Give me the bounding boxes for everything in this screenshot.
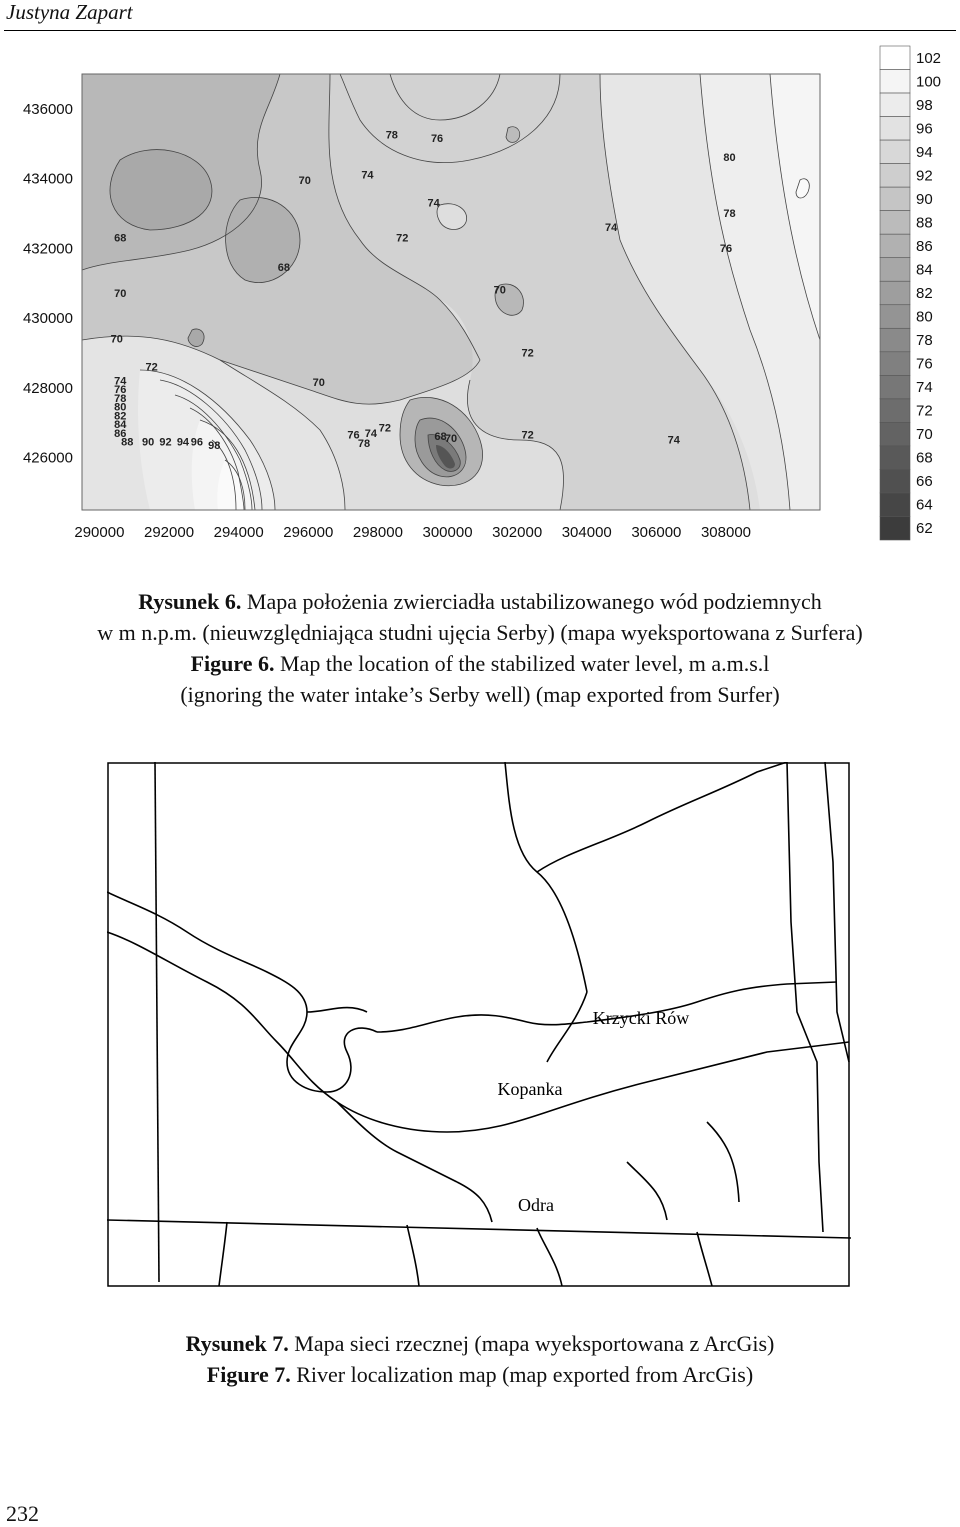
figure-7-label-en: Figure 7. [206,1362,291,1387]
legend-level-label: 88 [916,214,933,232]
groundwater-contour-map [0,40,960,580]
contour-label: 72 [521,347,534,360]
y-tick-label: 426000 [22,449,73,467]
y-tick-label: 430000 [22,310,73,328]
contour-label: 92 [159,436,172,449]
legend-swatch [880,70,910,94]
contour-label: 70 [444,432,458,445]
contour-label: 74 [605,221,618,234]
legend-level-label: 100 [916,73,942,91]
contour-label: 70 [114,288,127,301]
y-tick-label: 434000 [22,170,73,188]
legend-level-label: 98 [916,96,933,114]
contour-label: 72 [145,361,158,374]
x-tick-label: 308000 [700,524,752,541]
legend-level-label: 76 [916,355,933,373]
legend-level-label: 66 [916,473,933,491]
legend-swatch [880,187,910,211]
legend-swatch [880,493,910,517]
figure-6-label-pl: Rysunek 6. [138,589,242,614]
legend-swatch [880,446,910,470]
legend-level-label: 96 [916,120,933,138]
contour-label: 78 [357,438,371,451]
figure-6-label-en: Figure 6. [190,651,275,676]
legend-swatch [880,399,910,423]
contour-label: 74 [364,427,378,440]
y-tick-label: 436000 [22,100,73,118]
contour-label: 84 [114,419,127,432]
contour-label: 68 [114,232,127,245]
x-tick-label: 298000 [352,524,403,541]
legend-level-label: 64 [916,496,933,514]
header-rule [4,30,956,31]
legend-level-label: 84 [916,261,933,279]
river-label: Kopanka [497,1079,563,1099]
contour-label: 96 [190,436,204,449]
contour-label: 70 [298,174,311,187]
contour-label: 76 [430,133,444,146]
figure-7-caption-en: River localization map (map exported from ArcGis) [296,1362,754,1387]
legend-swatch [880,93,910,117]
color-legend [880,46,941,540]
legend-level-label: 92 [916,167,933,185]
legend-swatch [880,352,910,376]
contour-label: 78 [385,129,398,142]
figure-7-caption-pl: Mapa sieci rzecznej (mapa wyeksportowana z ArcGis) [294,1331,775,1356]
contour-label: 76 [719,242,733,255]
page-number: 232 [6,1501,39,1526]
legend-level-label: 94 [916,143,933,161]
river-label: Krzycki Rów [592,1008,690,1028]
x-tick-label: 302000 [492,524,543,541]
contour-label: 82 [114,410,127,423]
contour-label: 78 [114,392,127,405]
legend-swatch [880,164,910,188]
map7-frame [108,763,849,1286]
legend-swatch [880,234,910,258]
river-label: Odra [518,1195,554,1215]
x-tick-label: 290000 [74,524,125,541]
legend-level-label: 102 [916,49,942,67]
contour-label: 76 [114,384,127,397]
river-network-map [107,762,851,1288]
x-tick-label: 292000 [143,524,195,541]
running-head: Justyna Zapart [6,0,133,24]
contour-label: 70 [312,377,325,390]
legend-level-label: 78 [916,332,933,350]
legend-level-label: 68 [916,449,933,467]
figure-7-label-pl: Rysunek 7. [185,1331,289,1356]
figure-6-caption-pl-line1: Mapa położenia zwierciadła ustabilizowanego wód podziemnych [246,589,822,614]
legend-level-label: 72 [916,402,933,420]
figure-6-caption-pl-line2: w m n.p.m. (nieuwzględniająca studni ujęcia Serby) (mapa wyeksportowana z Surfera) [97,620,863,645]
figure-7-caption [0,1328,960,1390]
contour-label: 74 [667,434,680,447]
contour-label: 74 [114,375,127,388]
contour-label: 72 [521,429,534,442]
legend-swatch [880,375,910,399]
contour-label: 76 [347,429,360,442]
x-tick-label: 296000 [283,524,334,541]
legend-swatch [880,46,910,70]
contour-label: 70 [110,333,123,346]
contour-label: 98 [208,439,221,452]
y-tick-label: 428000 [22,379,73,397]
contour-label: 72 [378,422,391,435]
legend-swatch [880,305,910,329]
contour-label: 90 [142,436,155,449]
figure-6-caption-en-line2: (ignoring the water intake’s Serby well) (map exported from Surfer) [180,682,780,707]
contour-label: 72 [396,232,409,245]
contour-label: 68 [277,262,291,275]
x-tick-label: 294000 [213,524,264,541]
contour-label: 80 [114,401,127,414]
contour-label: 78 [723,208,736,221]
contour-label: 88 [121,436,134,449]
y-tick-label: 432000 [22,240,73,258]
legend-swatch [880,469,910,493]
x-axis-ticks [74,524,751,541]
figure-6-caption [0,586,960,710]
legend-swatch [880,258,910,282]
legend-swatch [880,328,910,352]
legend-level-label: 70 [916,426,933,444]
legend-level-label: 90 [916,190,933,208]
contour-label: 74 [361,169,374,182]
contour-label: 86 [114,427,127,440]
legend-swatch [880,117,910,141]
figure-6-caption-en-line1: Map the location of the stabilized water level, m a.m.s.l [280,651,770,676]
legend-level-label: 62 [916,520,933,538]
legend-level-label: 80 [916,308,933,326]
legend-swatch [880,422,910,446]
x-tick-label: 300000 [422,524,473,541]
legend-swatch [880,211,910,235]
legend-level-label: 86 [916,237,933,255]
contour-label: 74 [427,197,440,210]
y-axis-ticks [23,101,73,467]
legend-swatch [880,281,910,305]
x-tick-label: 306000 [631,524,682,541]
legend-swatch [880,516,910,540]
x-tick-label: 304000 [561,524,612,541]
contour-label: 70 [493,284,506,297]
legend-level-label: 82 [916,285,933,302]
legend-swatch [880,140,910,164]
contour-label: 94 [176,436,190,449]
contour-label: 68 [434,431,447,444]
contour-label: 80 [723,152,736,165]
legend-level-label: 74 [916,379,933,397]
